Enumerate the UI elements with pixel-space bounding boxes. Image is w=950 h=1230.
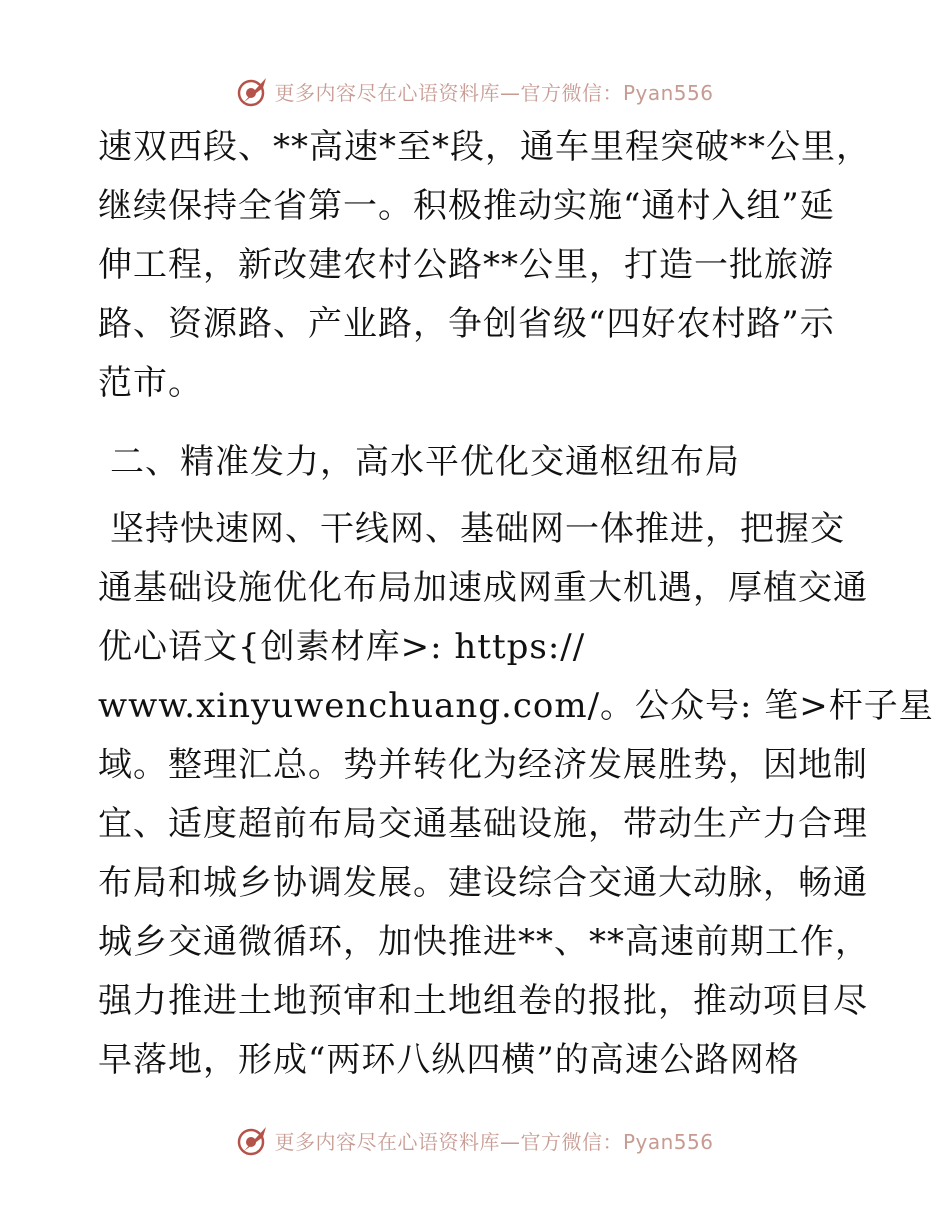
text-line: 路、资源路、产业路，争创省级“四好农村路”示 (98, 304, 835, 344)
watermark-text: 更多内容尽在心语资料库—官方微信：Pyan556 (274, 1129, 714, 1154)
text-line: 布局和城乡协调发展。建设综合交通大动脉，畅通 (98, 863, 868, 903)
text-line: 城乡交通微循环，加快推进**、**高速前期工作， (98, 922, 870, 962)
text-line: 优心语文{创素材库>: https:// (98, 627, 586, 667)
text-line: 强力推进土地预审和土地组卷的报批，推动项目尽 (98, 981, 868, 1021)
text-line: 速双西段、**高速*至*段，通车里程突破**公里， (98, 127, 871, 167)
text-line: 伸工程，新改建农村公路**公里，打造一批旅游 (98, 245, 834, 285)
section-heading: 二、精准发力，高水平优化交通枢纽布局 (110, 442, 740, 482)
text-line: 继续保持全省第一。积极推动实施“通村入组”延 (98, 186, 835, 226)
text-line: 坚持快速网、干线网、基础网一体推进，把握交 (110, 509, 845, 549)
text-line: 早落地，形成“两环八纵四横”的高速公路网格 (98, 1040, 800, 1080)
footer-watermark-banner (0, 1120, 950, 1160)
text-line: www.xinyuwenchuang.com/。公众号: 笔>杆子星 (98, 686, 934, 726)
document-body (98, 118, 934, 1090)
paragraph-1 (98, 118, 871, 413)
text-line: 范市。 (98, 363, 203, 403)
text-line: 通基础设施优化布局加速成网重大机遇，厚植交通 (98, 568, 868, 608)
watermark-text: 更多内容尽在心语资料库—官方微信：Pyan556 (274, 80, 714, 105)
paragraph-2 (98, 500, 934, 1090)
text-line: 域。整理汇总。势并转化为经济发展胜势，因地制 (98, 745, 868, 785)
text-line: 宜、适度超前布局交通基础设施，带动生产力合理 (98, 804, 868, 844)
quill-seal-icon (236, 1123, 270, 1157)
header-watermark-banner (0, 71, 950, 111)
quill-seal-icon (236, 74, 270, 108)
